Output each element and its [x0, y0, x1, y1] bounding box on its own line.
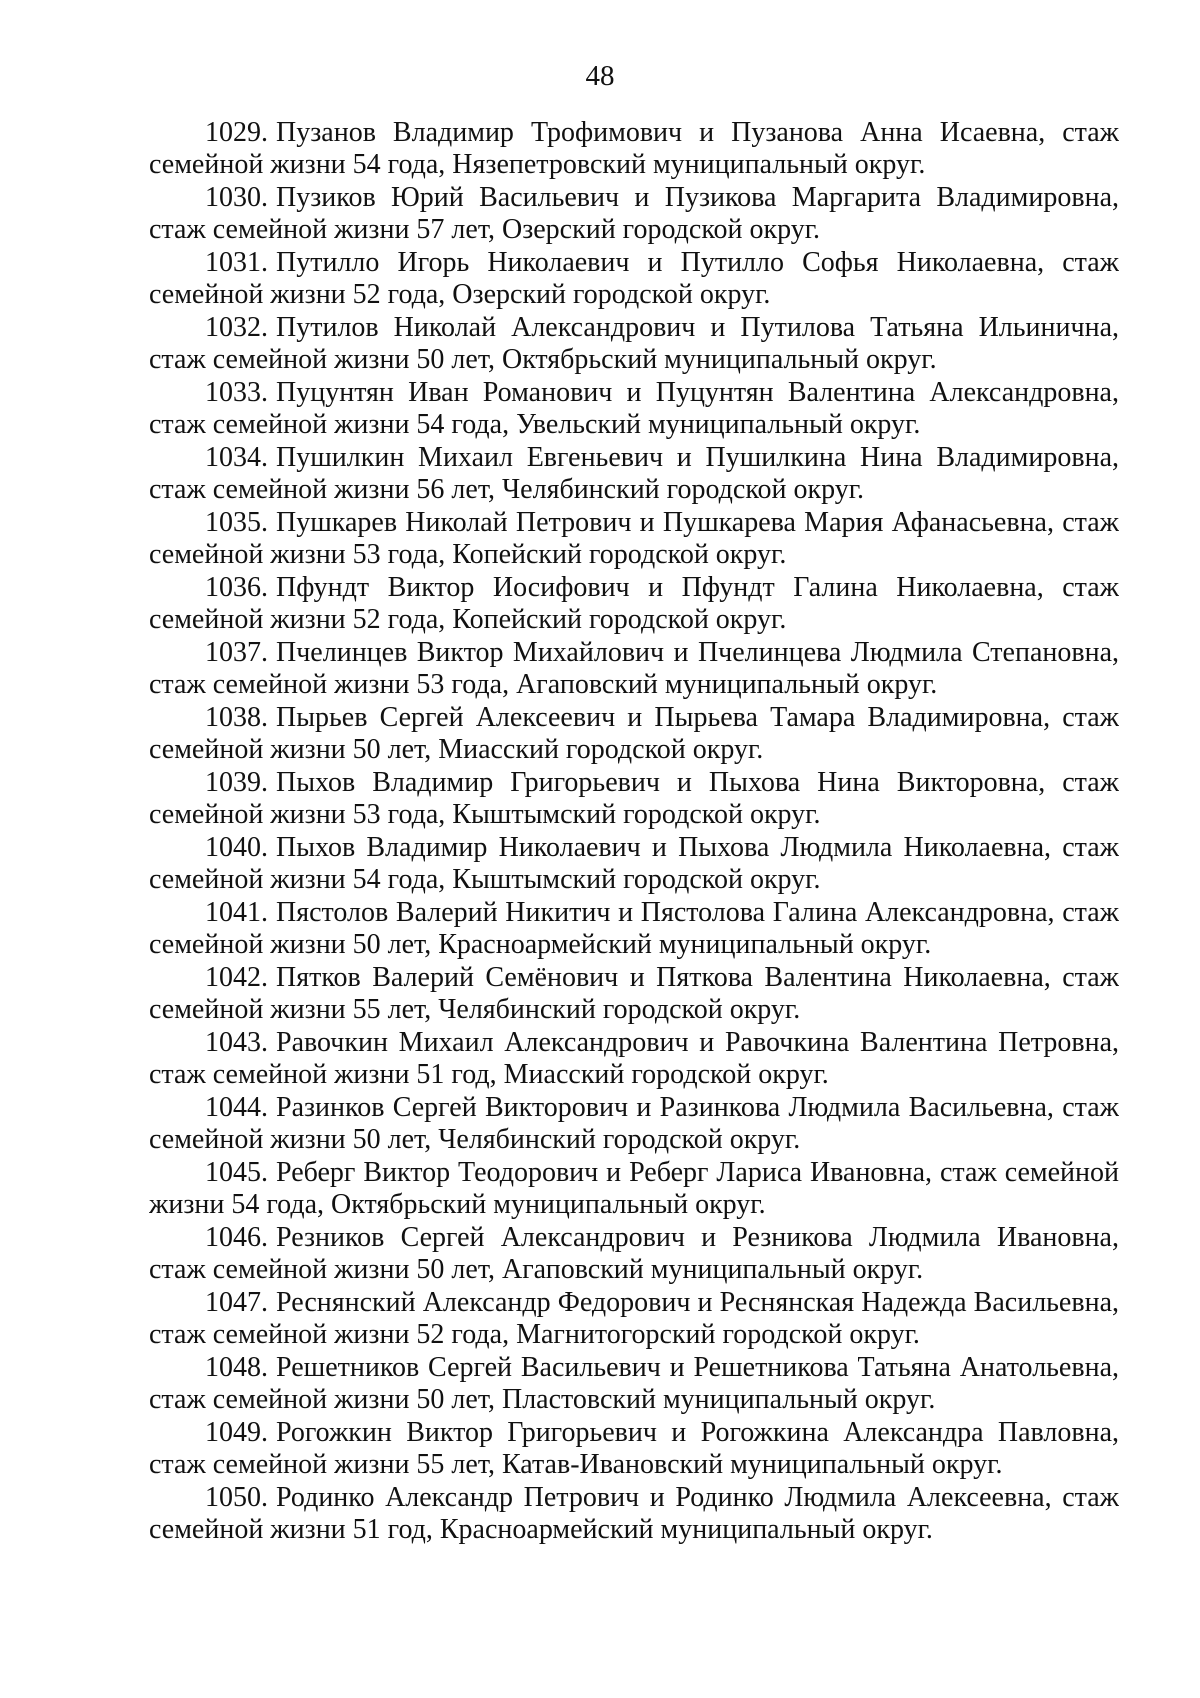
entry-number: 1041. [205, 897, 268, 928]
entry-text: Пыхов Владимир Григорьевич и Пыхова Нина Викторовна, стаж семейной жизни 53 года, Кыштымский городской округ. [149, 767, 1119, 830]
entry-number: 1047. [205, 1287, 268, 1318]
list-item [149, 312, 1119, 377]
entry-number: 1029. [205, 117, 268, 148]
list-item [149, 1352, 1119, 1417]
list-item [149, 1287, 1119, 1352]
entry-number: 1034. [205, 442, 268, 473]
entry-number: 1038. [205, 702, 268, 733]
entry-number: 1039. [205, 767, 268, 798]
entry-number: 1033. [205, 377, 268, 408]
entry-number: 1046. [205, 1222, 268, 1253]
entry-number: 1036. [205, 572, 268, 603]
entry-text: Пушкарев Николай Петрович и Пушкарева Мария Афанасьевна, стаж семейной жизни 53 года, Копейский городской округ. [149, 507, 1119, 570]
entry-text: Реснянский Александр Федорович и Реснянская Надежда Васильевна, стаж семейной жизни 52 года, Магнитогорский городской округ. [149, 1287, 1119, 1350]
entry-number: 1040. [205, 832, 268, 863]
entry-text: Путилов Николай Александрович и Путилова Татьяна Ильинична, стаж семейной жизни 50 лет, Октябрьский муниципальный округ. [149, 312, 1119, 375]
list-item [149, 1092, 1119, 1157]
entry-text: Равочкин Михаил Александрович и Равочкина Валентина Петровна, стаж семейной жизни 51 год, Миасский городской округ. [149, 1027, 1119, 1090]
list-item [149, 117, 1119, 182]
list-item [149, 1027, 1119, 1092]
entry-text: Пырьев Сергей Алексеевич и Пырьева Тамара Владимировна, стаж семейной жизни 50 лет, Миасский городской округ. [149, 702, 1119, 765]
entry-number: 1032. [205, 312, 268, 343]
entry-number: 1043. [205, 1027, 268, 1058]
entry-number: 1042. [205, 962, 268, 993]
entry-number: 1035. [205, 507, 268, 538]
entry-text: Путилло Игорь Николаевич и Путилло Софья Николаевна, стаж семейной жизни 52 года, Озерский городской округ. [149, 247, 1119, 310]
list-item [149, 247, 1119, 312]
entry-text: Пушилкин Михаил Евгеньевич и Пушилкина Нина Владимировна, стаж семейной жизни 56 лет, Челябинский городской округ. [149, 442, 1119, 505]
entry-text: Пуцунтян Иван Романович и Пуцунтян Валентина Александровна, стаж семейной жизни 54 года, Увельский муниципальный округ. [149, 377, 1119, 440]
entry-text: Разинков Сергей Викторович и Разинкова Людмила Васильевна, стаж семейной жизни 50 лет, Челябинский городской округ. [149, 1092, 1119, 1155]
list-item [149, 897, 1119, 962]
entry-text: Реберг Виктор Теодорович и Реберг Лариса Ивановна, стаж семейной жизни 54 года, Октябрьский муниципальный округ. [149, 1157, 1119, 1220]
entry-text: Пузиков Юрий Васильевич и Пузикова Маргарита Владимировна, стаж семейной жизни 57 лет, Озерский городской округ. [149, 182, 1119, 245]
list-item [149, 182, 1119, 247]
entry-text: Пятков Валерий Семёнович и Пяткова Валентина Николаевна, стаж семейной жизни 55 лет, Челябинский городской округ. [149, 962, 1119, 1025]
entry-number: 1044. [205, 1092, 268, 1123]
page-number: 48 [585, 60, 615, 92]
entry-text: Пыхов Владимир Николаевич и Пыхова Людмила Николаевна, стаж семейной жизни 54 года, Кыштымский городской округ. [149, 832, 1119, 895]
entry-number: 1037. [205, 637, 268, 668]
entry-text: Пчелинцев Виктор Михайлович и Пчелинцева Людмила Степановна, стаж семейной жизни 53 года, Агаповский муниципальный округ. [149, 637, 1119, 700]
entry-number: 1049. [205, 1417, 268, 1448]
entry-text: Родинко Александр Петрович и Родинко Людмила Алексеевна, стаж семейной жизни 51 год, Красноармейский муниципальный округ. [149, 1482, 1119, 1545]
entries-list [149, 117, 1119, 1547]
entry-number: 1031. [205, 247, 268, 278]
entry-number: 1048. [205, 1352, 268, 1383]
list-item [149, 1157, 1119, 1222]
list-item [149, 572, 1119, 637]
list-item [149, 1482, 1119, 1547]
list-item [149, 962, 1119, 1027]
list-item [149, 507, 1119, 572]
list-item [149, 637, 1119, 702]
entry-text: Резников Сергей Александрович и Резникова Людмила Ивановна, стаж семейной жизни 50 лет, Агаповский муниципальный округ. [149, 1222, 1119, 1285]
list-item [149, 702, 1119, 767]
list-item [149, 442, 1119, 507]
list-item [149, 832, 1119, 897]
entry-number: 1045. [205, 1157, 268, 1188]
list-item [149, 1222, 1119, 1287]
entry-text: Рогожкин Виктор Григорьевич и Рогожкина Александра Павловна, стаж семейной жизни 55 лет, Катав-Ивановский муниципальный округ. [149, 1417, 1119, 1480]
entry-text: Пястолов Валерий Никитич и Пястолова Галина Александровна, стаж семейной жизни 50 лет, Красноармейский муниципальный округ. [149, 897, 1119, 960]
entry-number: 1030. [205, 182, 268, 213]
entry-text: Пфундт Виктор Иосифович и Пфундт Галина Николаевна, стаж семейной жизни 52 года, Копейский городской округ. [149, 572, 1119, 635]
list-item [149, 377, 1119, 442]
entry-text: Решетников Сергей Васильевич и Решетникова Татьяна Анатольевна, стаж семейной жизни 50 лет, Пластовский муниципальный округ. [149, 1352, 1119, 1415]
entry-number: 1050. [205, 1482, 268, 1513]
entry-text: Пузанов Владимир Трофимович и Пузанова Анна Исаевна, стаж семейной жизни 54 года, Нязепетровский муниципальный округ. [149, 117, 1119, 180]
list-item [149, 1417, 1119, 1482]
list-item [149, 767, 1119, 832]
